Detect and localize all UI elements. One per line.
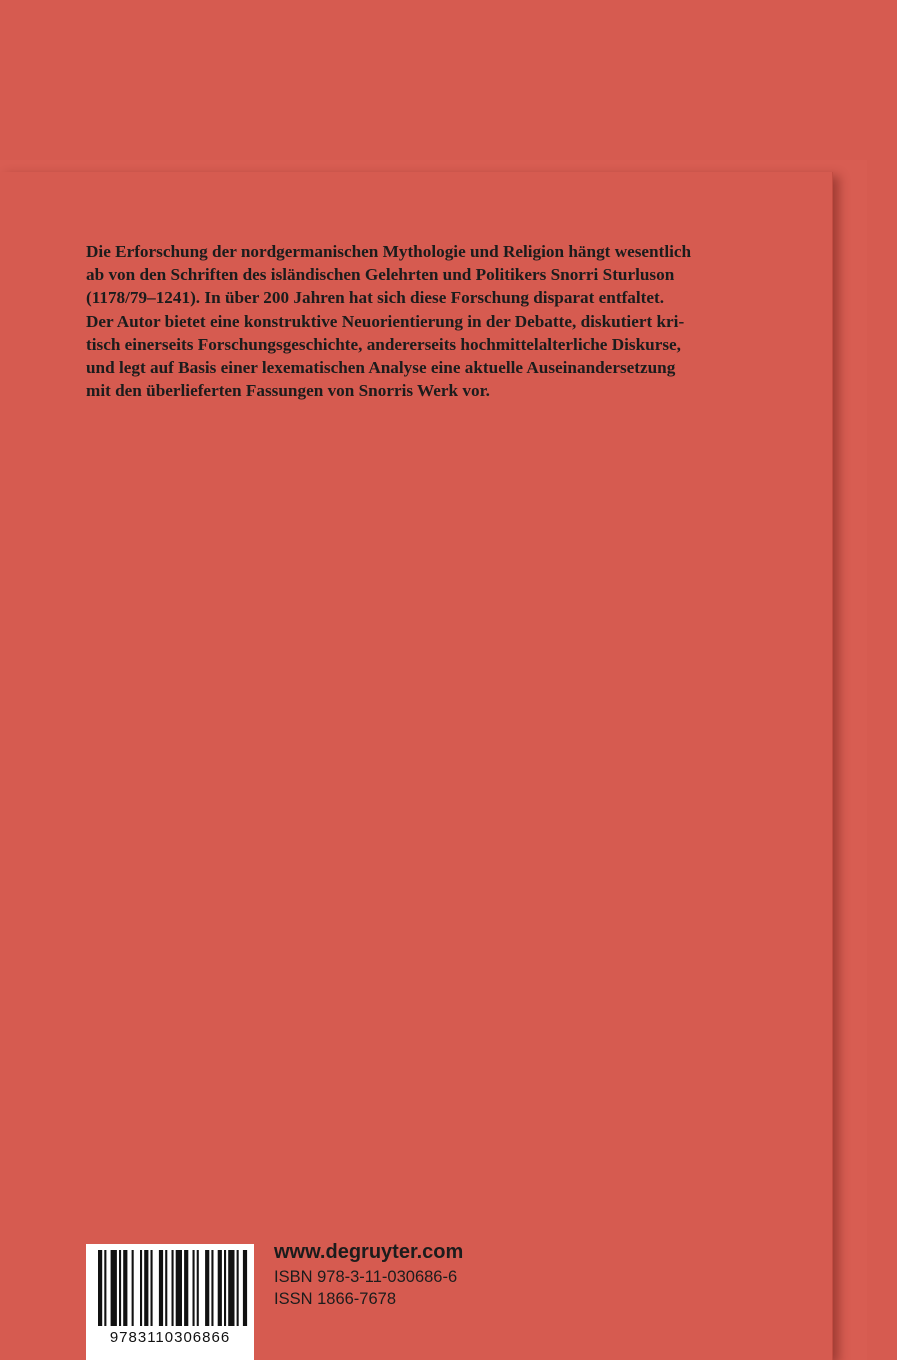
barcode-bar	[123, 1250, 127, 1326]
barcode-bar	[111, 1250, 117, 1326]
barcode-bar	[98, 1250, 102, 1326]
barcode-bar	[218, 1250, 222, 1326]
barcode-bar	[237, 1250, 239, 1326]
barcode-bar	[243, 1250, 247, 1326]
barcode-bar	[144, 1250, 148, 1326]
barcode-bar	[197, 1250, 199, 1326]
barcode-bar	[224, 1250, 226, 1326]
barcode-bar	[151, 1250, 153, 1326]
barcode-number: 9783110306866	[109, 1329, 231, 1346]
isbn: ISBN 978-3-11-030686-6	[274, 1268, 458, 1286]
barcode-bar	[211, 1250, 213, 1326]
barcode-bar	[228, 1250, 234, 1326]
barcode-bar	[193, 1250, 195, 1326]
barcode-bar	[205, 1250, 209, 1326]
barcode-bar	[165, 1250, 167, 1326]
barcode-bar	[159, 1250, 163, 1326]
issn: ISSN 1866-7678	[274, 1290, 397, 1308]
barcode-bar	[140, 1250, 142, 1326]
barcode-bar	[172, 1250, 174, 1326]
barcode-bar	[176, 1250, 182, 1326]
barcode	[86, 1244, 254, 1360]
barcode-bar	[104, 1250, 106, 1326]
barcode-bar	[132, 1250, 134, 1326]
publisher-url[interactable]: www.degruyter.com	[274, 1241, 464, 1263]
barcode-bar	[184, 1250, 188, 1326]
barcode-bar	[119, 1250, 121, 1326]
blurb-text: Die Erforschung der nordgermanischen Mythologie und Religion hängt wesentlich ab von den Schriften des isländischen Gelehrten und Politikers Snorri Sturluson (1178/79–1241). In über 200 Jahren hat sich diese Forschung disparat entfaltet. Der Autor bietet eine konstruktive Neuorientierung in der Debatte, diskutiert kri- tisch einerseits Forschungsgeschichte, andererseits hochmittelalterliche Diskurse, und legt auf Basis einer lexematischen Analyse eine aktuelle Auseinandersetzung mit den überlieferten Fassungen von Snorris Werk vor.	[86, 242, 692, 401]
